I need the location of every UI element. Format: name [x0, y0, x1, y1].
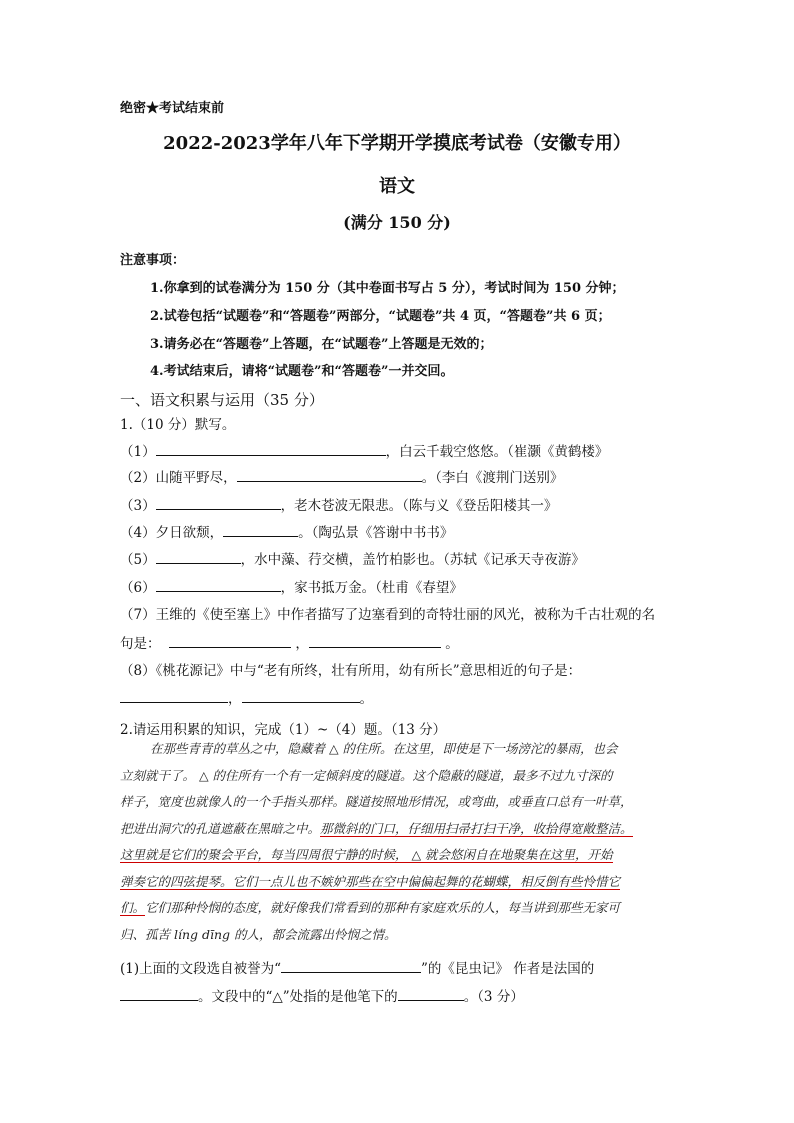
passage-line: 样子，宽度也就像人的一个手指头那样。隧道按照地形情况，或弯曲，或垂直口总有一叶草，: [120, 794, 633, 809]
item-text: (1)上面的文段选自被誉为“: [120, 961, 282, 977]
item-text: 句是：: [120, 636, 161, 652]
item-text: ，白云千载空悠悠。（崔灏《黄鹤楼》: [385, 444, 609, 460]
q1-item-1: [120, 440, 608, 460]
passage-line: [120, 842, 676, 869]
item-text: ，: [228, 691, 242, 707]
q1-item-7-line2: [120, 632, 459, 652]
answer-blank[interactable]: [156, 549, 241, 564]
item-text: 。文段中的“△”处指的是他笔下的: [198, 989, 398, 1005]
underlined-text: 弹奏它的四弦提琴。: [120, 873, 233, 889]
item-text: 山随平野尽，: [155, 470, 237, 486]
q1-item-4: [120, 521, 453, 541]
note-item: 2.试卷包括“试题卷”和“答题卷”两部分，“试题卷”共 4 页，“答题卷”共 6 页；: [150, 309, 611, 324]
full-score: (满分 150 分): [343, 213, 451, 232]
question-1-stem: 1.（10 分）默写。: [120, 417, 236, 433]
item-text: 夕日欲颓，: [155, 525, 224, 541]
passage-line: [120, 816, 676, 843]
item-text: 。: [359, 691, 373, 707]
reading-passage: [120, 736, 676, 948]
item-number: （2）: [120, 470, 156, 486]
subject-title: 语文: [379, 176, 415, 197]
item-text: 。（李白《渡荆门送别》: [421, 470, 564, 486]
item-number: （6）: [120, 580, 156, 596]
answer-blank[interactable]: [242, 688, 360, 703]
answer-blank[interactable]: [309, 633, 441, 648]
answer-blank[interactable]: [169, 633, 291, 648]
section-heading: 一、语文积累与运用（35 分）: [120, 391, 324, 409]
answer-blank[interactable]: [281, 958, 421, 973]
item-text: 。（3 分）: [463, 989, 524, 1005]
answer-blank[interactable]: [398, 986, 464, 1001]
q1-item-3: [120, 494, 557, 514]
passage-line: 立刻就干了。 △ 的住所有一个有一定倾斜度的隧道。这个隐蔽的隧道，最多不过九寸深的: [120, 767, 613, 783]
answer-blank[interactable]: [120, 986, 198, 1001]
answer-blank[interactable]: [156, 495, 281, 510]
q1-item-2: [120, 466, 563, 486]
passage-line: 在那些青青的草丛之中，隐藏着 △ 的住所。在这里，即使是下一场滂沱的暴雨，也会: [150, 741, 618, 756]
underlined-text: 这里就是它们的聚会平台，每当四周很宁静的时候， △ 就会悠闲自在地聚集在这里，开始: [120, 847, 613, 862]
note-item: 3.请务必在“答题卷”上答题，在“试题卷”上答题是无效的；: [150, 337, 493, 352]
q1-item-8-line2: [120, 687, 373, 707]
q1-item-7-line1: （7）王维的《使至塞上》中作者描写了边塞看到的奇特壮丽的风光，被称为千古壮观的名: [120, 607, 656, 623]
answer-blank[interactable]: [156, 441, 386, 456]
answer-blank[interactable]: [120, 688, 228, 703]
underlined-text: 们。: [120, 900, 146, 915]
note-item: 1.你拿到的试卷满分为 150 分（其中卷面书写占 5 分），考试时间为 150 分钟；: [150, 281, 625, 296]
answer-blank[interactable]: [223, 522, 298, 537]
passage-line: [120, 869, 676, 896]
item-number: （5）: [120, 552, 156, 568]
notes-heading: 注意事项：: [120, 253, 186, 268]
item-text: 。（陶弘景《答谢中书书》: [298, 525, 454, 541]
passage-line: 归、孤苦 líng dīng 的人，都会流露出怜悯之情。: [120, 926, 397, 942]
underlined-text: 它们一点儿也不嫉妒那些在空中偏偏起舞的花蝴蝶，相反倒有些怜惜它: [232, 873, 621, 889]
item-text: 。: [445, 636, 459, 652]
confidential-label: 绝密★考试结束前: [120, 101, 225, 116]
item-text: ”的《昆虫记》 作者是法国的: [421, 961, 595, 977]
item-number: （3）: [120, 498, 156, 514]
item-number: （1）: [120, 444, 156, 460]
underlined-text: 那微斜的门口，仔细用扫帚打扫干净，收拾得宽敞整洁。: [320, 820, 633, 836]
item-number: （4）: [120, 525, 156, 541]
passage-text: 它们那种怜悯的态度，就好像我们常看到的那种有家庭欢乐的人，每当讲到那些无家可: [145, 900, 621, 915]
question-2-stem: 2.请运用积累的知识，完成（1）~（4）题。（13 分）: [120, 722, 447, 738]
q1-item-8-line1: （8）《桃花源记》中与“老有所终，壮有所用，幼有所长”意思相近的句子是：: [120, 663, 582, 679]
answer-blank[interactable]: [156, 577, 281, 592]
q2-sub1-line2: [120, 985, 524, 1005]
item-text: ，老木苍波无限悲。（陈与义《登岳阳楼其一》: [280, 498, 558, 514]
note-item: 4.考试结束后，请将“试题卷”和“答题卷”一并交回。: [150, 364, 454, 379]
q1-item-6: [120, 576, 463, 596]
passage-text: 把进出洞穴的孔道遮蔽在黑暗之中。: [120, 820, 321, 836]
item-text: ，: [295, 636, 309, 652]
item-text: ，家书抵万金。（杜甫《春望》: [280, 580, 463, 596]
item-text: ，水中藻、荇交横，盖竹柏影也。（苏轼《记承天寺夜游》: [240, 552, 585, 568]
exam-title: 2022-2023学年八年下学期开学摸底考试卷（安徽专用）: [163, 133, 631, 154]
q2-sub1-line1: [120, 957, 594, 977]
answer-blank[interactable]: [237, 467, 422, 482]
passage-line: [120, 895, 676, 922]
q1-item-5: [120, 548, 585, 568]
